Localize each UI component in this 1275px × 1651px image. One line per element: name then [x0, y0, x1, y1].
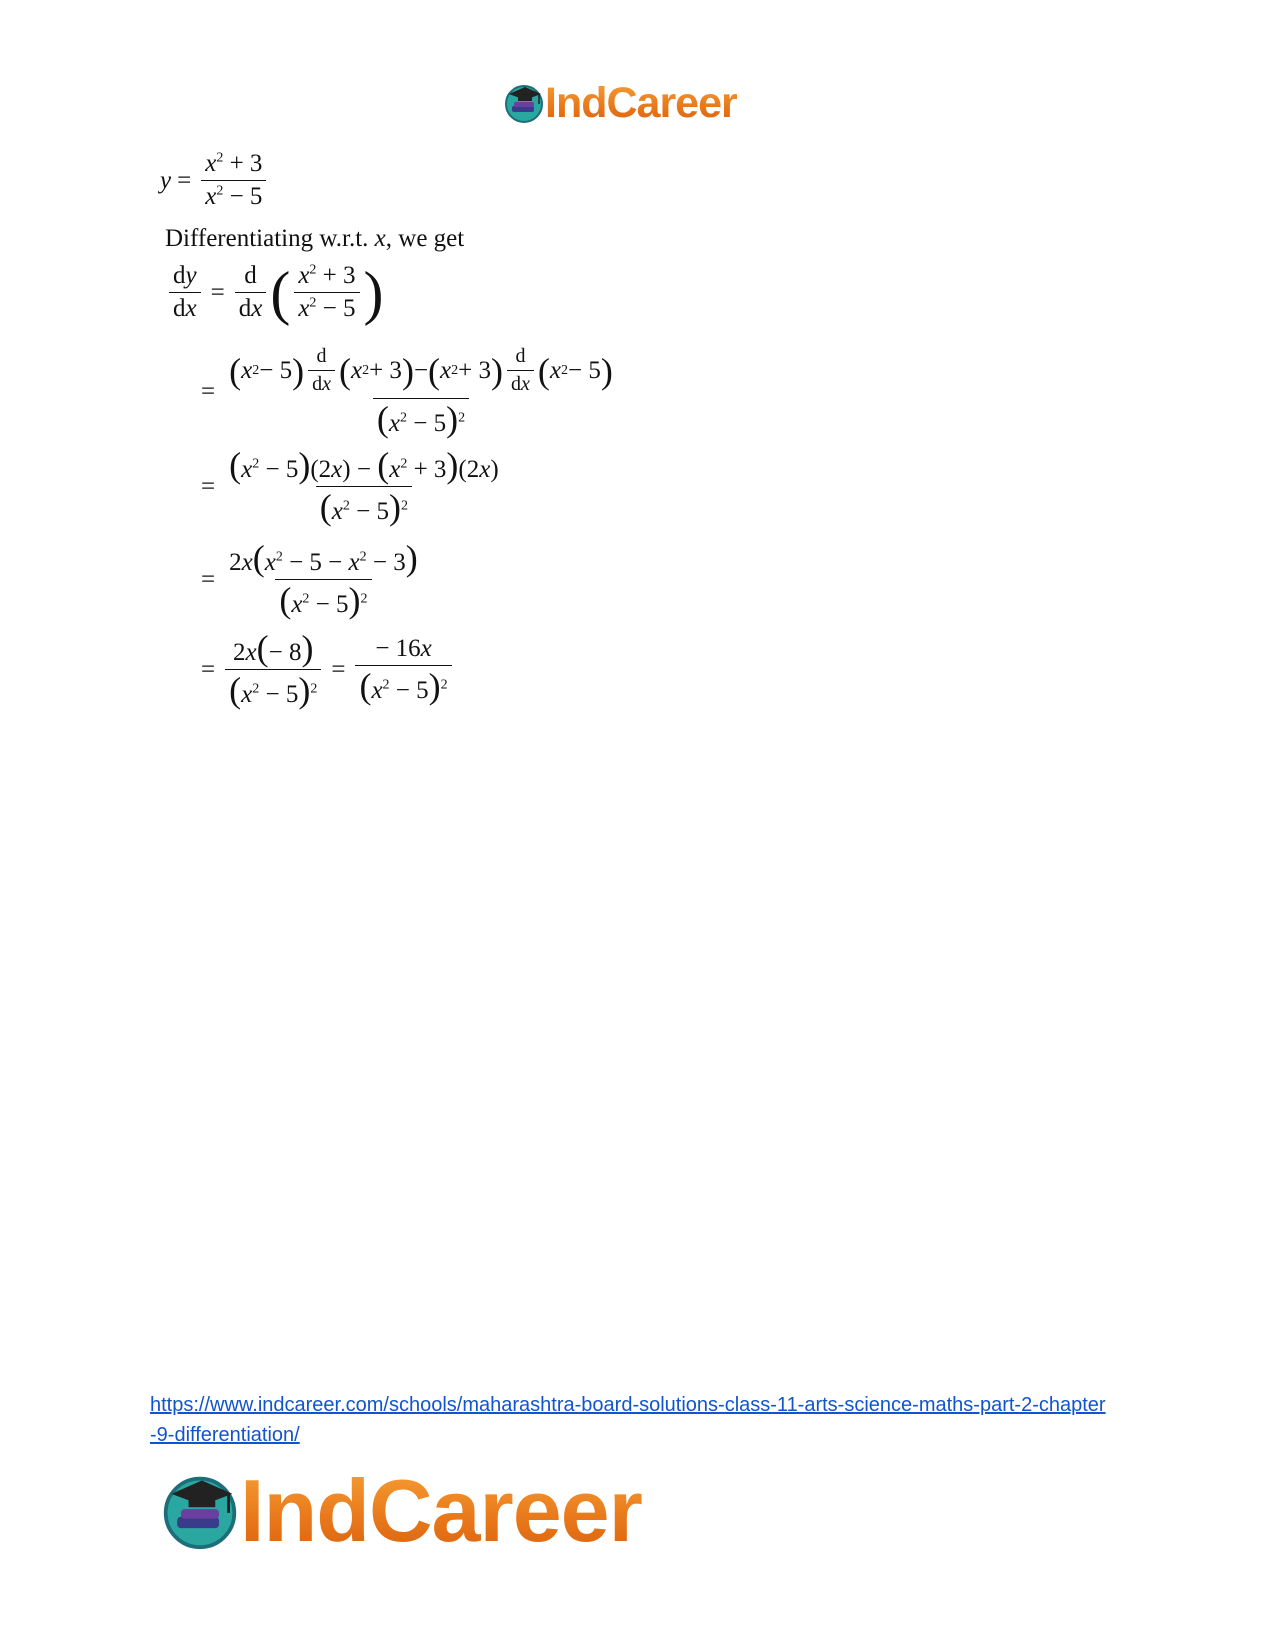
graduation-cap-icon: [503, 82, 545, 124]
brand-logo-top: [503, 80, 737, 126]
equation-final: = $\frac{2x(- 8)}{(x^2 - 5)^2}$ = $\frac{- 16x}{(x^2 - 5)^2}$: [195, 630, 456, 709]
equation-derivative-setup: $\frac{dy}{dx}$ = $\frac{d}{dx}$ ( $\frac{x^2 + 3}{x^2 - 5}$ ): [165, 262, 384, 323]
equation-quotient-rule: = ( x 2 − 5 ) $\frac{d}{dx}$ ( x 2 + 3 ) − ( x 2 + 3 ) $\frac{d}{dx}$ ( x 2 − 5 ) $(x^2 - 5)^2$: [201, 345, 613, 439]
differentiation-statement: [165, 225, 464, 253]
equation-step-3: = $\frac{2x(x^2 - 5 - x^2 - 3)}{(x^2 - 5)^2}$: [201, 538, 418, 620]
statement-suffix: , we get: [385, 225, 465, 252]
equation-step-2: = $\frac{(x^2 - 5)(2x) - (x^2 + 3)(2x)}{(x^2 - 5)^2}$: [201, 445, 499, 527]
statement-variable: x: [374, 225, 386, 252]
brand-wordmark: IndCareer: [545, 79, 737, 127]
brand-wordmark: IndCareer: [240, 1461, 642, 1560]
equation-definition: y = $\frac{x^2 + 3}{x^2 - 5}$: [160, 150, 270, 211]
statement-prefix: Differentiating w.r.t.: [165, 225, 369, 252]
graduation-cap-icon: [160, 1471, 240, 1551]
brand-logo-bottom: [160, 1461, 642, 1560]
source-link[interactable]: https://www.indcareer.com/schools/maharashtra-board-solutions-class-11-arts-science-maths-part-2-chapter-9-differentiation/: [150, 1394, 1106, 1446]
